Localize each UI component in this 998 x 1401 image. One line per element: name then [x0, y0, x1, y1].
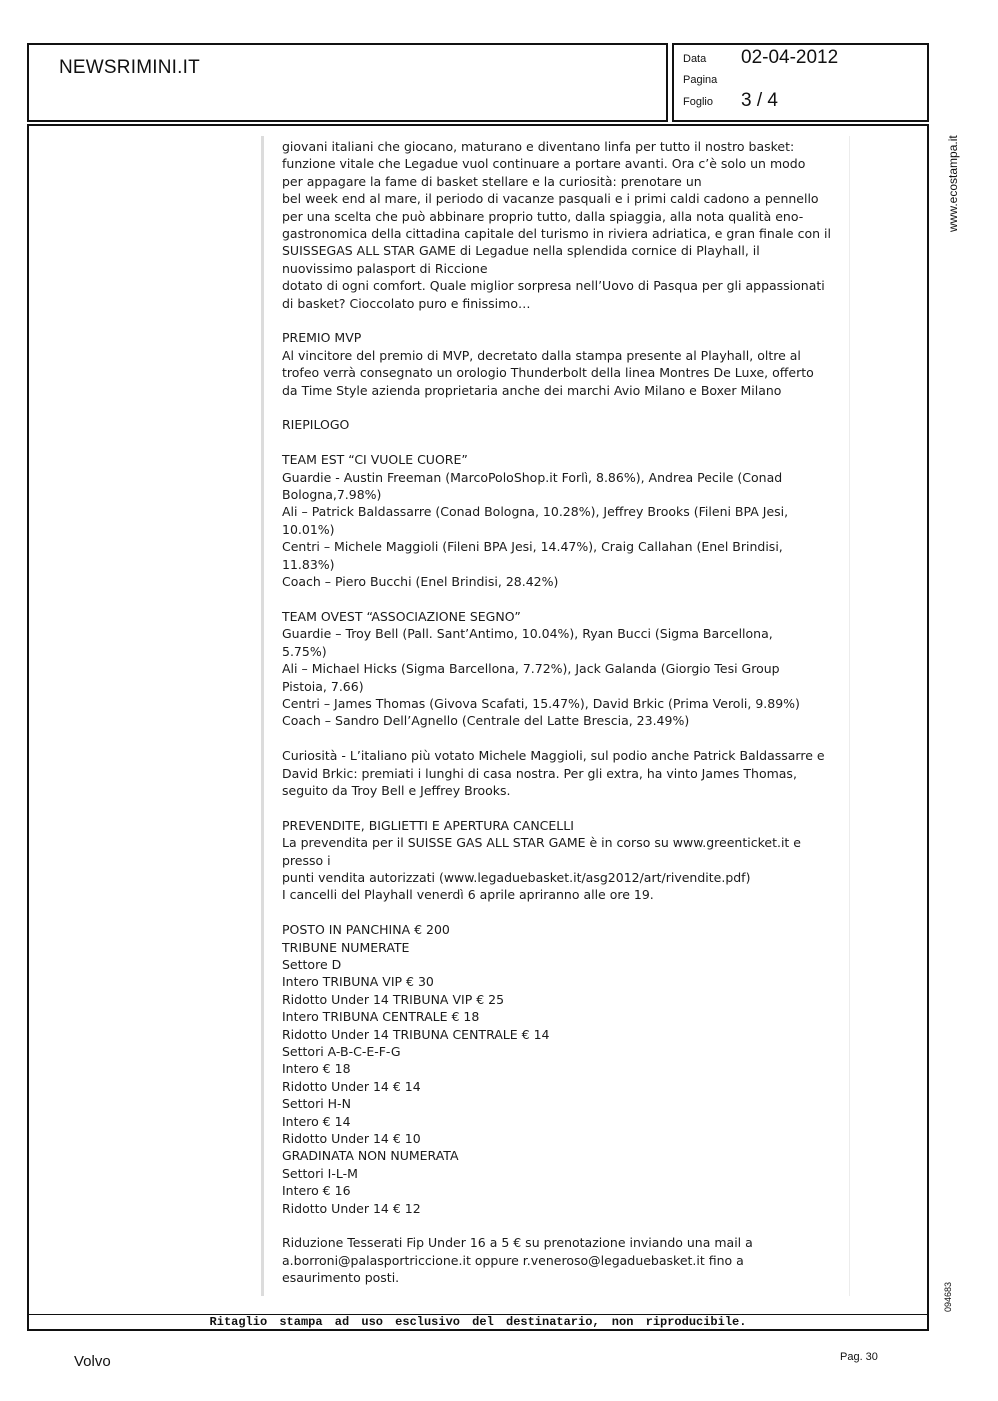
date-label: Data [683, 53, 707, 65]
article-clip [261, 136, 850, 1296]
disclaimer: Ritaglio stampa ad uso esclusivo del destinatario, non riproducibile. [209, 1315, 747, 1329]
paragraph-intro: giovani italiani che giocano, maturano e diventano linfa per tutto il nostro basket: funzione vitale che Legadue vuol continuare a portare avanti. Ora c’è solo un modo per appagare la fame di basket stellare e la curiosità: prenotare un bel week end al mare, il periodo di vacanze pasquali e i primi caldi cadono a pennello per una scelta che può abbinare proprio tutto, dalla spiaggia, alla nota qualità eno- gastronomica della cittadina capitale del turismo in riviera adriatica, e gran finale con il SUISSEGAS ALL STAR GAME di Legadue nella splendida cornice di Playhall, il nuovissimo palasport di Riccione dotato di ogni comfort. Quale miglior sorpresa nell’Uovo di Pasqua per gli appassionati di basket? Cioccolato puro e finissimo… [282, 139, 831, 311]
ecostampa-watermark: www.ecostampa.it [946, 135, 960, 232]
paragraph-team-est: TEAM EST “CI VUOLE CUORE” Guardie - Austin Freeman (MarcoPoloShop.it Forlì, 8.86%), Andrea Pecile (Conad Bologna,7.98%) Ali – Patrick Baldassarre (Conad Bologna, 10.28%), Jeffrey Brooks (Fileni BPA Jesi, 10.01%) Centri – Michele Maggioli (Fileni BPA Jesi, 14.47%), Craig Callahan (Enel Brindisi, 11.83%) Coach – Piero Bucchi (Enel Brindisi, 28.42%) [282, 452, 789, 590]
date-value: 02-04-2012 [741, 47, 839, 68]
paragraph-team-ovest: TEAM OVEST “ASSOCIAZIONE SEGNO” Guardie – Troy Bell (Pall. Sant’Antimo, 10.04%), Ryan Bucci (Sigma Barcellona, 5.75%) Ali – Michael Hicks (Sigma Barcellona, 7.72%), Jack Galanda (Giorgio Tesi Group Pistoia, 7.66) Centri – James Thomas (Givova Scafati, 15.47%), David Brkic (Prima Veroli, 9.89%) Coach – Sandro Dell’Agnello (Centrale del Latte Brescia, 23.49%) [282, 608, 800, 729]
page-label: Pagina [683, 74, 718, 86]
paragraph-summary-heading: RIEPILOGO [282, 417, 350, 433]
source-header-box [27, 43, 668, 122]
article-text [282, 138, 842, 1287]
sheet-label: Foglio [683, 96, 713, 108]
paragraph-prezzi: POSTO IN PANCHINA € 200 TRIBUNE NUMERATE Settore D Intero TRIBUNA VIP € 30 Ridotto Under 14 TRIBUNA VIP € 25 Intero TRIBUNA CENTRALE € 18 Ridotto Under 14 TRIBUNA CENTRALE € 14 Settori A-B-C-E-F-G Intero € 18 Ridotto Under 14 € 14 Settori H-N Intero € 14 Ridotto Under 14 € 10 GRADINATA NON NUMERATA Settori I-L-M Intero € 16 Ridotto Under 14 € 12 [282, 922, 550, 1216]
paragraph-curiosita: Curiosità - L’italiano più votato Michele Maggioli, sul podio anche Patrick Baldassarre e David Brkic: premiati i lunghi di casa nostra. Per gli extra, ha vinto James Thomas, seguito da Troy Bell e Jeffrey Brooks. [282, 748, 825, 798]
paragraph-riduzione: Riduzione Tesserati Fip Under 16 a 5 € su prenotazione inviando una mail a a.borroni@palasportriccione.it oppure r.veneroso@legaduebasket.it fino a esaurimento posti. [282, 1235, 753, 1286]
paragraph-mvp: PREMIO MVP Al vincitore del premio di MVP, decretato dalla stampa presente al Playhall, oltre al trofeo verrà consegnato un orologio Thunderbolt della linea Montres De Luxe, offerto da Time Style azienda proprietaria anche dei marchi Avio Milano e Boxer Milano [282, 330, 814, 398]
source-name: NEWSRIMINI.IT [59, 57, 200, 78]
page-number: Pag. 30 [840, 1351, 878, 1363]
sheet-value: 3 / 4 [741, 90, 778, 111]
paragraph-prevendite: PREVENDITE, BIGLIETTI E APERTURA CANCELLI La prevendita per il SUISSE GAS ALL STAR GAME è in corso su www.greenticket.it e presso i punti vendita autorizzati (www.legaduebasket.it/asg2012/art/rivendite.pdf) I cancelli del Playhall venerdì 6 aprile apriranno alle ore 19. [282, 817, 801, 903]
clip-code: 094683 [943, 1281, 953, 1312]
client-name: Volvo [74, 1353, 111, 1370]
clip-metadata-box [672, 43, 929, 122]
